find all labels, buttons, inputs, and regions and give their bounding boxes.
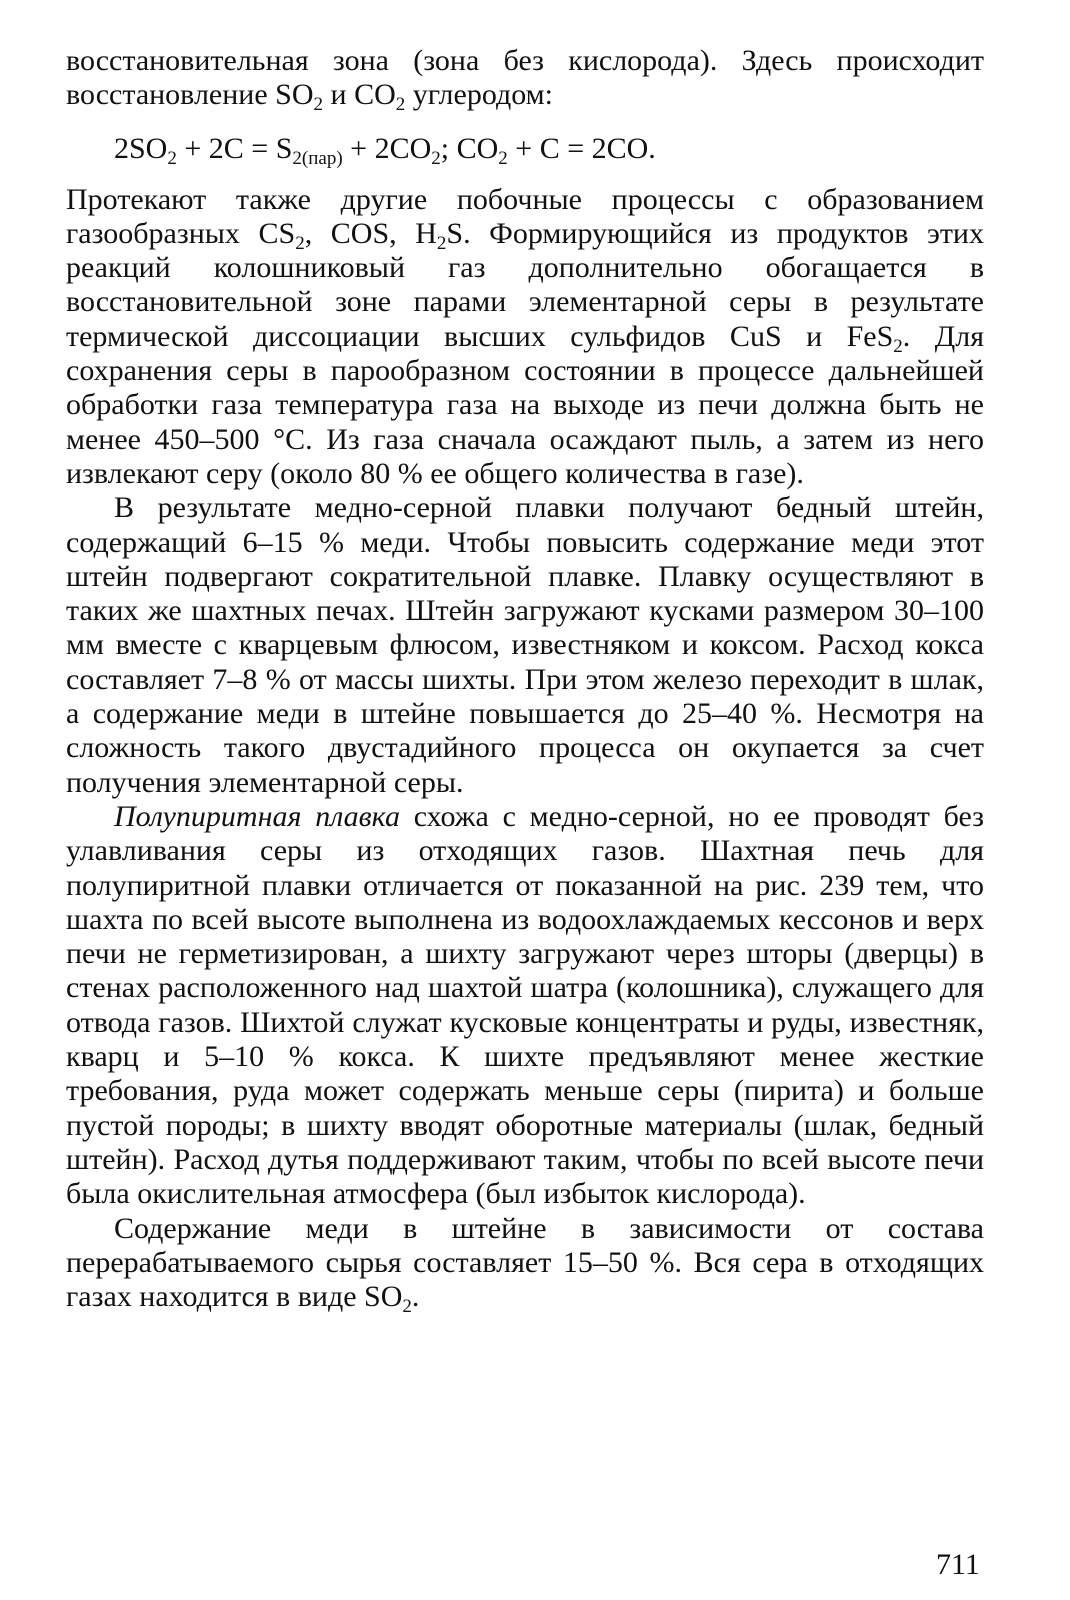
paragraph-4: [66, 800, 984, 1212]
p4-text: схожа с медно-серной, но ее проводят без улавливания серы из отходящих газов. Шахтная печь для полупиритной плавки отличается от показанной на рис. 239 тем, что шахта по всей высоте выполнена из водоохлаждаемых кессонов и верх печи не герметизирован, а шихту загружают через шторы (дверцы) в стенах расположенного над шахтой шатра (колошника), служащего для отвода газов. Шихтой служат кусковые концентраты и руды, известняк, кварц и 5–10 % кокса. К шихте предъявляют менее жесткие требования, руда может содержать меньше серы (пирита) и больше пустой породы; в шихту вводят оборотные материалы (шлак, бедный штейн). Расход дутья поддерживают таким, чтобы по всей высоте печи была окислительная атмосфера (был избыток кислорода).: [66, 799, 984, 1211]
subscript: 2: [295, 232, 305, 254]
subscript: 2: [436, 232, 447, 254]
subscript: 2(пар): [292, 147, 343, 169]
formula-part: + 2C = S: [176, 131, 293, 165]
subscript: 2: [167, 147, 177, 169]
subscript: 2: [893, 335, 903, 357]
paragraph-5: [66, 1211, 984, 1318]
formula-part: + C = 2CO.: [507, 131, 656, 165]
paragraph-3: В результате медно-серной плавки получают бедный штейн, содержащий 6–15 % меди. Чтобы повысить содержание меди этот штейн подвергают сократительной плавке. Плавку осуществляют в таких же шахтных печах. Штейн загружают кусками размером 30–100 мм вместе с кварцевым флюсом, известняком и коксом. Расход кокса составляет 7–8 % от массы шихты. При этом железо переходит в шлак, а содержание меди в штейне повышается до 25–40 %. Несмотря на сложность такого двустадийного процесса он окупается за счет получения элементарной серы.: [66, 491, 984, 799]
p5-text: .: [411, 1280, 420, 1314]
p2-text: . Для сохранения серы в парообразном состоянии в процессе дальнейшей обработки газа температура газа на выходе из печи должна быть не менее 450–500 °C. Из газа сначала осаждают пыль, а затем из него извлекают серу (около 80 % ее общего количества в газе).: [66, 319, 984, 490]
paragraph-1: [66, 44, 984, 116]
paragraph-2: [66, 183, 984, 492]
subscript: 2: [431, 147, 441, 169]
p5-text: Содержание меди в штейне в зависимости от состава перерабатываемого сырья составляет 15–50 %. Вся сера в отходящих газах находится в виде SO: [66, 1211, 984, 1314]
p2-text: S. Формирующийся из продуктов этих реакций колошниковый газ дополнительно обогащается в восстановительной зоне парами элементарной серы в результате термической диссоциации высших сульфидов CuS и FeS: [66, 216, 984, 353]
p2-text: Протекают также другие побочные процессы с образованием газообразных CS: [66, 182, 984, 250]
subscript: 2: [395, 94, 406, 116]
subscript: 2: [498, 147, 508, 169]
p1-mid: и CO: [323, 78, 396, 112]
subscript: 2: [313, 94, 324, 116]
reaction-formula: [114, 131, 984, 167]
formula-part: 2SO: [114, 131, 168, 165]
p2-text: , COS, H: [304, 216, 437, 250]
subscript: 2: [402, 1296, 412, 1318]
p1-intro: восстановительная зона (зона без кислорода). Здесь происходит восстановление SO: [66, 44, 984, 112]
page-number: 711: [936, 1548, 980, 1581]
formula-part: ; CO: [440, 131, 499, 165]
p1-tail: углеродом:: [405, 78, 553, 112]
italic-term: Полупиритная плавка: [114, 799, 400, 833]
page-text: [66, 44, 984, 1318]
formula-part: + 2CO: [342, 131, 432, 165]
